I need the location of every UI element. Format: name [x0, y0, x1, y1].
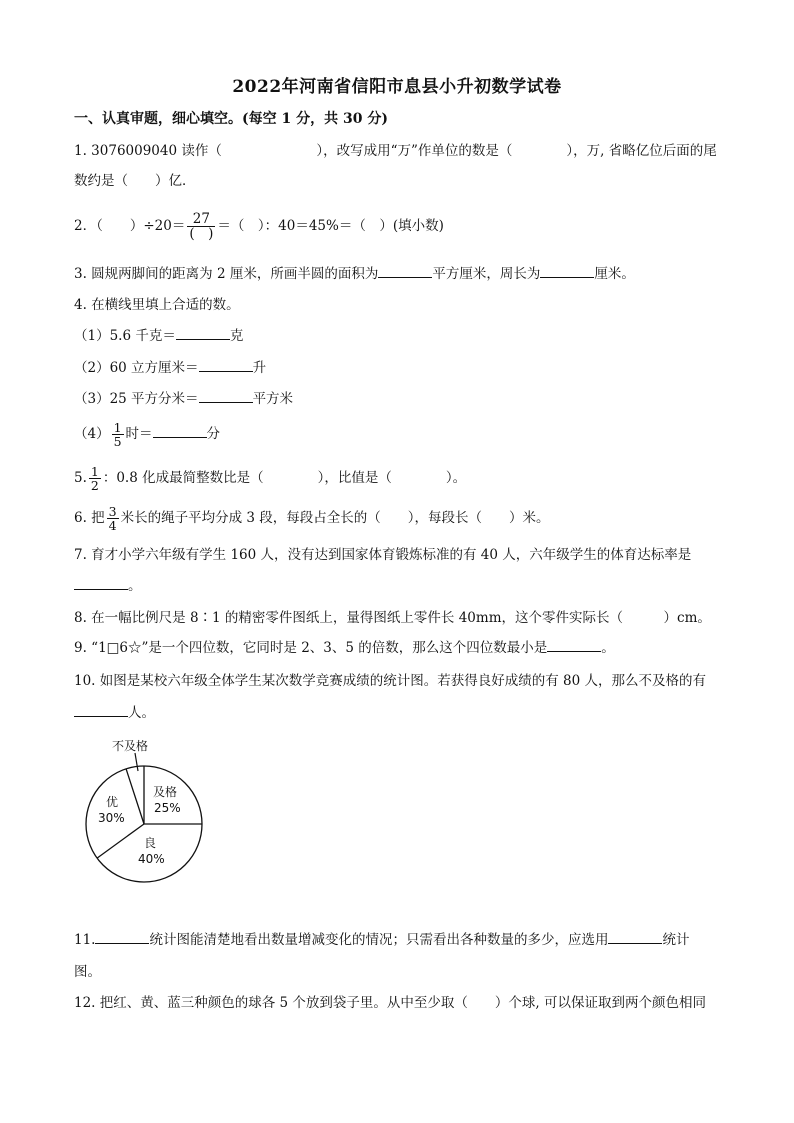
q7-post: 。 [128, 578, 142, 594]
q3-mid: 平方厘米，周长为 [432, 266, 541, 282]
q11-mid: 统计图能清楚地看出数量增减变化的情况；只需看出各种数量的多少，应选用 [149, 932, 609, 948]
q4-4-pre: （4） [74, 426, 110, 442]
answer-blank[interactable] [547, 638, 601, 652]
q2-pre: 2．（ ）÷20＝ [74, 218, 186, 234]
q11-pre: 11. [74, 932, 96, 948]
question-10-line-1: 10. 如图是某校六年级全体学生某次数学竞赛成绩的统计图。若获得良好成绩的有 80 人，那么不及格的有 [74, 673, 707, 689]
q6-frac-den: 4 [108, 518, 117, 533]
question-7-line-2 [74, 576, 142, 596]
q3-pre: 3. 圆规两脚间的距离为 2 厘米，所画半圆的面积为 [74, 266, 379, 282]
q4-2-post: 升 [252, 360, 267, 376]
section-heading: 一、认真审题，细心填空。(每空 1 分，共 30 分) [74, 111, 388, 127]
question-12: 12. 把红、黄、蓝三种颜色的球各 5 个放到袋子里。从中至少取（ ）个球, 可以保证取到两个颜色相同 [74, 995, 707, 1011]
answer-blank[interactable] [199, 389, 253, 403]
question-5 [74, 458, 466, 498]
question-2 [74, 204, 444, 248]
pie-label-fail: 不及格 [112, 739, 149, 753]
q10-post: 人。 [128, 705, 155, 721]
answer-blank[interactable] [540, 264, 594, 278]
pie-value-pass: 25% [154, 801, 181, 815]
q5-pre: 5. [74, 470, 87, 486]
answer-blank[interactable] [176, 326, 230, 340]
question-9 [74, 638, 615, 658]
question-4-1 [74, 326, 243, 346]
answer-blank[interactable] [74, 576, 128, 590]
question-3 [74, 264, 635, 284]
q4-4-fraction [112, 421, 124, 448]
question-6 [74, 498, 550, 538]
question-11-line-2: 图。 [74, 964, 101, 980]
answer-blank[interactable] [74, 703, 128, 717]
q5-post: ：0.8 化成最简整数比是（ ），比值是（ ）。 [102, 470, 467, 486]
q2-fraction [187, 212, 215, 241]
q9-pre: 9. “1□6☆”是一个四位数，它同时是 2、3、5 的倍数，那么这个四位数最小是 [74, 640, 548, 656]
q4-4-frac-num: 1 [113, 419, 122, 435]
question-1-line-1: 1. 3076009040 读作（ ），改写成用“万”作单位的数是（ ），万, 省略亿位后面的尾 [74, 143, 717, 159]
question-10-line-2 [74, 703, 155, 723]
question-4-2 [74, 358, 266, 378]
pie-divider-line [97, 824, 144, 858]
q5-frac-num: 1 [90, 463, 99, 479]
q4-4-mid: 时＝ [125, 426, 153, 442]
question-4-3 [74, 389, 293, 409]
q4-4-post: 分 [206, 426, 221, 442]
q5-fraction [89, 465, 101, 492]
pie-label-good: 良 [144, 836, 157, 850]
q2-frac-den: ( ) [189, 226, 214, 242]
question-4-4 [74, 414, 220, 454]
q11-post: 统计 [662, 932, 690, 948]
q6-fraction [107, 505, 119, 532]
answer-blank[interactable] [608, 930, 662, 944]
q4-3-pre: （3）25 平方分米＝ [74, 391, 199, 407]
score-pie-chart [82, 734, 212, 884]
pie-value-good: 40% [138, 852, 165, 866]
q4-2-pre: （2）60 立方厘米＝ [74, 360, 199, 376]
q6-frac-num: 3 [108, 503, 117, 519]
question-4: 4. 在横线里填上合适的数。 [74, 297, 240, 313]
question-1-line-2: 数约是（ ）亿． [74, 173, 196, 189]
pie-label-pass: 及格 [153, 785, 178, 799]
pie-divider-line [126, 769, 144, 824]
q4-1-pre: （1）5.6 千克＝ [74, 328, 176, 344]
answer-blank[interactable] [199, 358, 253, 372]
pie-value-excellent: 30% [98, 811, 125, 825]
question-8: 8. 在一幅比例尺是 8∶1 的精密零件图纸上，量得图纸上零件长 40mm，这个零件实际长（ ）cm。 [74, 610, 711, 626]
pie-callout-line [135, 753, 138, 771]
q2-frac-num: 27 [187, 212, 215, 227]
answer-blank[interactable] [378, 264, 432, 278]
page-title: 2022年河南省信阳市息县小升初数学试卷 [232, 77, 562, 97]
q4-1-post: 克 [229, 328, 244, 344]
question-11-line-1 [74, 930, 689, 950]
q9-post: 。 [601, 640, 615, 656]
answer-blank[interactable] [153, 424, 207, 438]
question-7-line-1: 7. 育才小学六年级有学生 160 人，没有达到国家体育锻炼标准的有 40 人，六年级学生的体育达标率是 [74, 547, 692, 563]
q4-4-frac-den: 5 [113, 434, 122, 449]
pie-label-excellent: 优 [106, 795, 119, 809]
answer-blank[interactable] [95, 930, 149, 944]
q6-pre: 6. 把 [74, 510, 105, 526]
q2-post: ＝（ ）：40＝45%＝（ ）(填小数) [217, 218, 444, 234]
q5-frac-den: 2 [90, 478, 99, 493]
q6-post: 米长的绳子平均分成 3 段，每段占全长的（ ），每段长（ ）米。 [120, 510, 550, 526]
q4-3-post: 平方米 [252, 391, 294, 407]
q3-post: 厘米。 [594, 266, 635, 282]
